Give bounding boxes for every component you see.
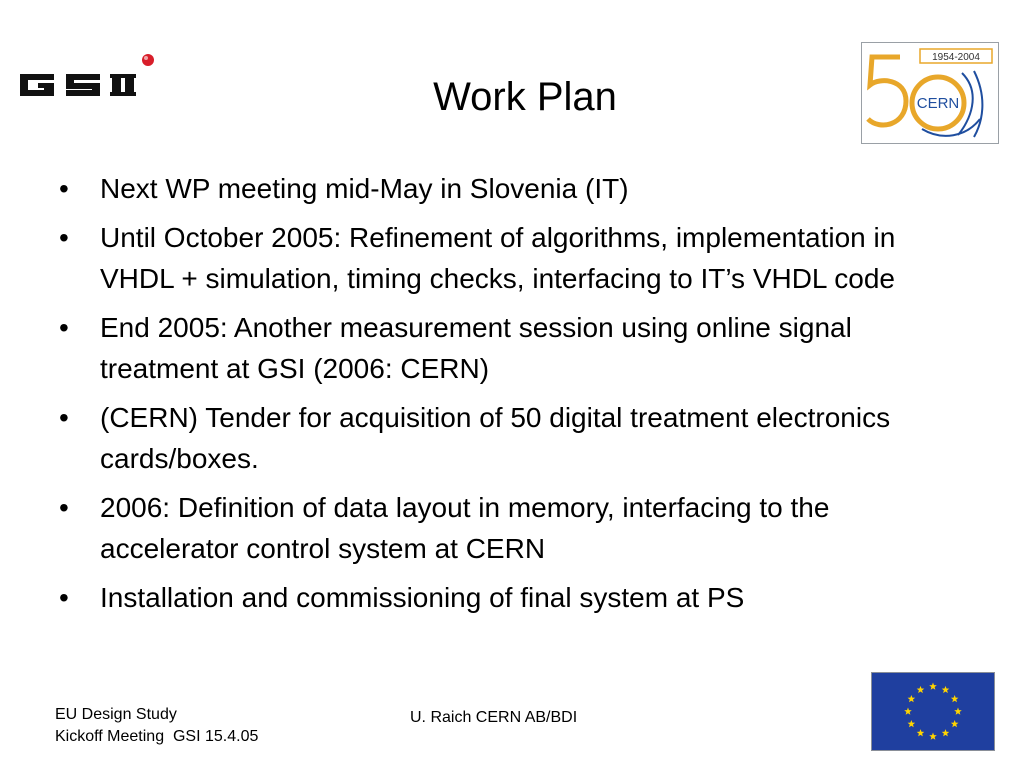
bullet-text: Next WP meeting mid-May in Slovenia (IT): [100, 173, 629, 204]
bullet-icon: •: [59, 492, 69, 523]
list-item: [55, 487, 955, 569]
cern-years-text: 1954-2004: [932, 52, 980, 63]
bullet-text: Installation and commissioning of final system at PS: [100, 582, 745, 613]
bullet-icon: •: [59, 312, 69, 343]
list-item: [55, 577, 955, 618]
eu-star-icon: [942, 729, 950, 736]
bullet-icon: •: [59, 402, 69, 433]
list-item: [55, 168, 955, 209]
footer-author: U. Raich CERN AB/BDI: [410, 709, 578, 726]
eu-stars-icon: [872, 673, 994, 750]
footer-left-line1: EU Design Study: [55, 706, 177, 723]
slide-title: Work Plan: [433, 75, 617, 119]
footer-event-info: [55, 704, 258, 748]
bullet-text: Until October 2005: Refinement of algorithms, implementation in VHDL + simulation, timing checks, interfacing to IT’s VHDL code: [100, 222, 896, 294]
eu-star-icon: [917, 729, 925, 736]
eu-star-icon: [929, 733, 937, 740]
eu-star-icon: [917, 686, 925, 693]
bullet-text: 2006: Definition of data layout in memory, interfacing to the accelerator control system at CERN: [100, 492, 830, 564]
bullet-icon: •: [59, 173, 69, 204]
eu-star-icon: [904, 708, 912, 715]
bullet-list: [55, 168, 955, 626]
footer-left-line2: Kickoff Meeting GSI 15.4.05: [55, 728, 259, 745]
bullet-text: End 2005: Another measurement session using online signal treatment at GSI (2006: CERN): [100, 312, 852, 384]
eu-star-icon: [908, 695, 916, 702]
cern-50-logo: [861, 42, 999, 144]
eu-star-icon: [954, 708, 962, 715]
eu-star-icon: [942, 686, 950, 693]
bullet-icon: •: [59, 222, 69, 253]
list-item: [55, 217, 955, 299]
eu-flag-logo: [871, 672, 995, 751]
list-item: [55, 397, 955, 479]
bullet-icon: •: [59, 582, 69, 613]
eu-star-icon: [951, 720, 959, 727]
eu-star-icon: [908, 720, 916, 727]
eu-star-icon: [929, 683, 937, 690]
bullet-text: (CERN) Tender for acquisition of 50 digital treatment electronics cards/boxes.: [100, 402, 891, 474]
cern-name-text: CERN: [916, 95, 960, 112]
eu-star-icon: [951, 695, 959, 702]
gsi-logo: [18, 50, 170, 100]
list-item: [55, 307, 955, 389]
